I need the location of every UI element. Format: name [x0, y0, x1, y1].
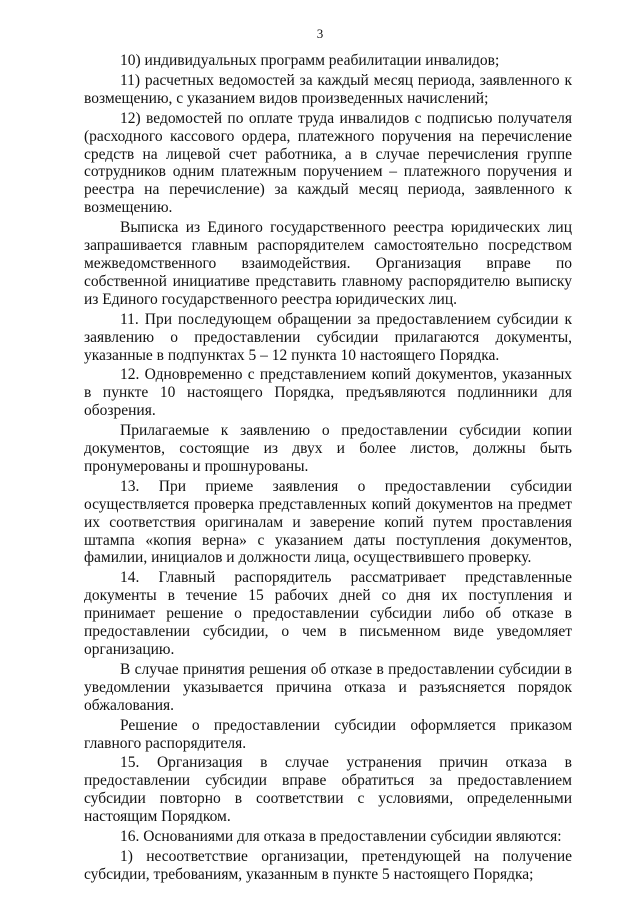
paragraph-registry-extract: Выписка из Единого государственного реестра юридических лиц запрашивается главным распорядителем самостоятельно посредством межведомственного взаимодействия. Организация вправе по собственной инициативе представить главному распорядителю выписку из Единого государственного реестра юридических лиц. — [84, 219, 572, 308]
list-item-11-payroll-statements: 11) расчетных ведомостей за каждый месяц периода, заявленного к возмещению, с указанием видов произведенных начислений; — [84, 71, 572, 107]
document-body — [84, 52, 572, 886]
list-item-12-wage-statements: 12) ведомостей по оплате труда инвалидов с подписью получателя (расходного кассового ордера, платежного поручения на перечисление средств на лицевой счет работника, а в случае перечисления группе сотрудников одним платежным поручением – платежного поручения и реестра на перечисление) за каждый месяц периода, заявленного к возмещению. — [84, 109, 572, 217]
page-number: 3 — [316, 26, 324, 41]
paragraph-decision-order: Решение о предоставлении субсидии оформляется приказом главного распорядителя. — [84, 716, 572, 752]
list-item-10-programs: 10) индивидуальных программ реабилитации инвалидов; — [120, 52, 500, 69]
clause-15: 15. Организация в случае устранения причин отказа в предоставлении субсидии вправе обратиться за предоставлением субсидии повторно в соответствии с условиями, определенными настоящим Порядком. — [84, 754, 572, 826]
clause-14: 14. Главный распорядитель рассматривает представленные документы в течение 15 рабочих дней со дня их поступления и принимает решение о предоставлении субсидии либо об отказе в предоставлении субсидии, о чем в письменном виде уведомляет организацию. — [84, 569, 572, 658]
clause-16-item-1: 1) несоответствие организации, претендующей на получение субсидии, требованиям, указанным в пункте 5 настоящего Порядка; — [84, 847, 572, 883]
paragraph-copies-binding: Прилагаемые к заявлению о предоставлении субсидии копии документов, состоящие из двух и более листов, должны быть пронумерованы и прошнурованы. — [84, 422, 572, 475]
clause-12: 12. Одновременно с представлением копий документов, указанных в пункте 10 настоящего Порядка, предъявляются подлинники для обозрения. — [84, 366, 572, 420]
paragraph-refusal-notice: В случае принятия решения об отказе в предоставлении субсидии в уведомлении указывается причина отказа и разъясняется порядок обжалования. — [84, 660, 572, 714]
clause-16: 16. Основаниями для отказа в предоставлении субсидии являются: — [120, 828, 562, 846]
clause-11: 11. При последующем обращении за предоставлением субсидии к заявлению о предоставлении субсидии прилагаются документы, указанные в подпунктах 5 – 12 пункта 10 настоящего Порядка. — [84, 310, 572, 364]
clause-13: 13. При приеме заявления о предоставлении субсидии осуществляется проверка представленных копий документов на предмет их соответствия оригиналам и заверение копий путем проставления штампа «копия верна» с указанием даты поступления документов, фамилии, инициалов и должности лица, осуществившего проверку. — [84, 477, 572, 567]
